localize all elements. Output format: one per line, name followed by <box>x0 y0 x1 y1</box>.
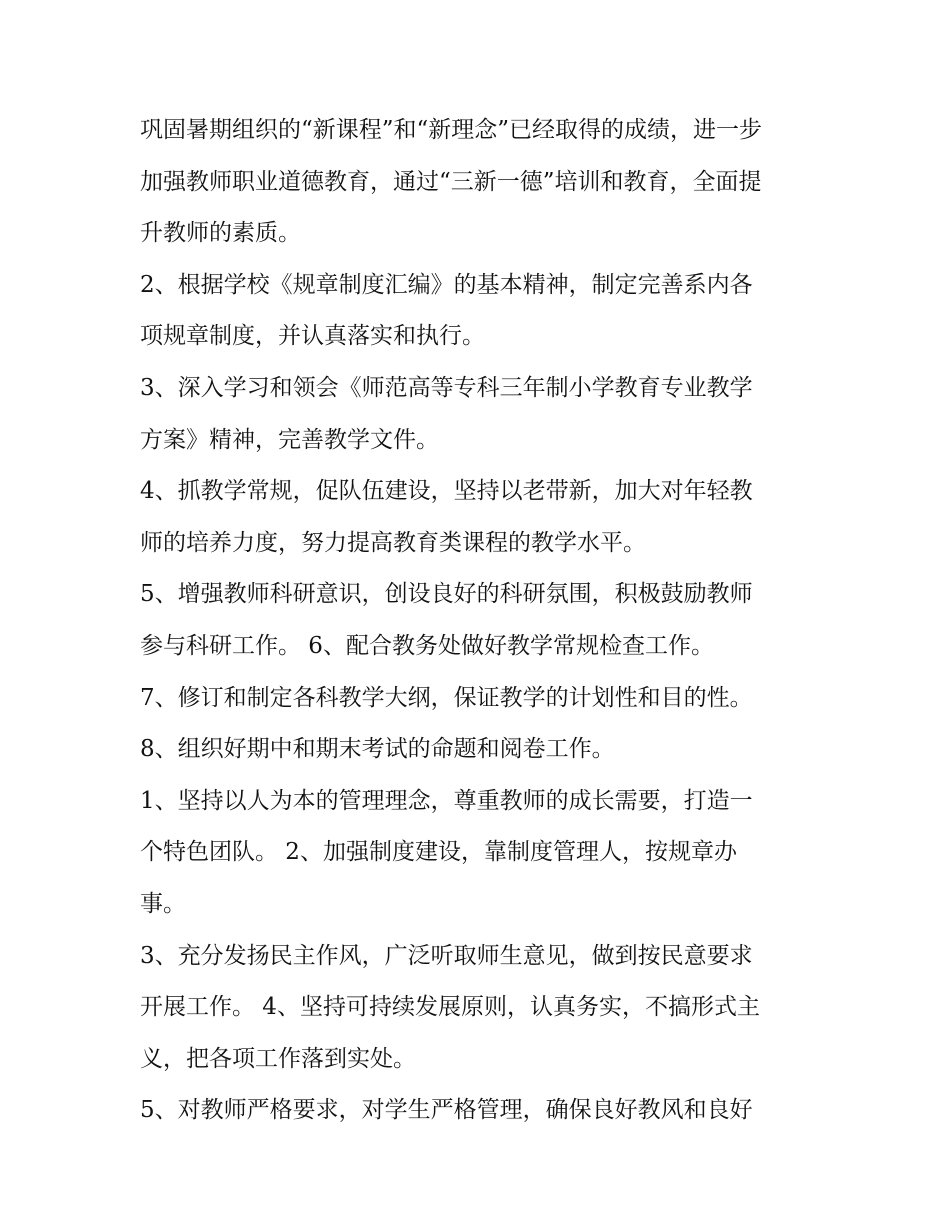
text-line: 加强教师职业道德教育，通过“三新一德”培训和教育，全面提 <box>140 168 762 195</box>
text-line: 2、根据学校《规章制度汇编》的基本精神，制定完善系内各 <box>140 271 753 298</box>
text-line: 3、充分发扬民主作风，广泛听取师生意见，做到按民意要求 <box>140 942 753 969</box>
text-line: 巩固暑期组织的“新课程”和“新理念”已经取得的成绩，进一步 <box>140 117 763 143</box>
text-line: 参与科研工作。 6、配合教务处做好教学常规检查工作。 <box>140 632 714 659</box>
text-line: 项规章制度，并认真落实和执行。 <box>140 323 485 350</box>
text-line: 义，把各项工作落到实处。 <box>140 1045 416 1072</box>
text-line: 3、深入学习和领会《师范高等专科三年制小学教育专业教学 <box>140 374 753 401</box>
text-line: 方案》精神，完善教学文件。 <box>140 426 439 453</box>
text-line: 4、抓教学常规，促队伍建设，坚持以老带新，加大对年轻教 <box>140 478 753 505</box>
text-line: 开展工作。 4、坚持可持续发展原则，认真务实，不搞形式主 <box>140 994 760 1021</box>
text-line: 事。 <box>140 890 186 917</box>
document-body <box>140 110 820 1142</box>
text-line: 8、组织好期中和期末考试的命题和阅卷工作。 <box>140 736 615 763</box>
text-line: 5、增强教师科研意识，创设良好的科研氛围，积极鼓励教师 <box>140 581 753 608</box>
text-line: 5、对教师严格要求，对学生严格管理，确保良好教风和良好 <box>140 1097 753 1124</box>
text-line: 升教师的素质。 <box>140 220 301 247</box>
text-line: 1、坚持以人为本的管理理念，尊重教师的成长需要，打造一 <box>140 787 753 814</box>
text-line: 7、修订和制定各科教学大纲，保证教学的计划性和目的性。 <box>140 684 753 711</box>
text-line: 个特色团队。 2、加强制度建设，靠制度管理人，按规章办 <box>140 839 737 866</box>
text-line: 师的培养力度，努力提高教育类课程的教学水平。 <box>140 529 646 556</box>
